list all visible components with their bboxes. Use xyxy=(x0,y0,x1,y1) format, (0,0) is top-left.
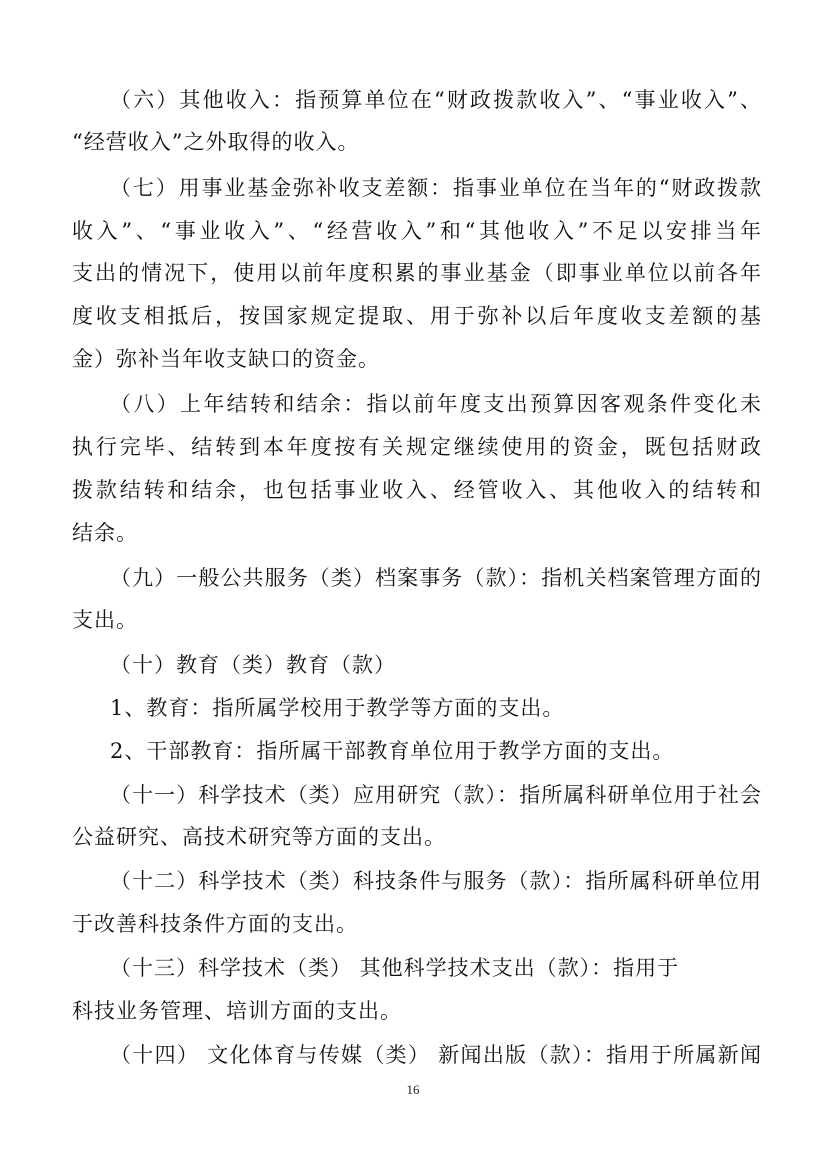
paragraph-line-6: 度收支相抵后，按国家规定提取、用于弥补以后年度收支差额的基 xyxy=(72,304,762,328)
paragraph-line-15: 1、教育：指所属学校用于教学等方面的支出。 xyxy=(110,696,565,720)
paragraph-line-11: 结余。 xyxy=(72,521,138,545)
paragraph-line-19: （十二）科学技术（类）科技条件与服务（款）：指所属科研单位用 xyxy=(110,869,762,893)
paragraph-line-13: 支出。 xyxy=(72,608,138,632)
paragraph-line-16: 2、干部教育：指所属干部教育单位用于教学方面的支出。 xyxy=(110,739,675,763)
paragraph-line-23: （十四） 文化体育与传媒（类） 新闻出版（款）：指用于所属新闻 xyxy=(110,1043,762,1067)
paragraph-line-4: 收入”、“事业收入”、“经营收入”和“其他收入”不足以安排当年 xyxy=(72,219,762,243)
paragraph-line-2: “经营收入”之外取得的收入。 xyxy=(72,130,360,154)
paragraph-line-12: （九）一般公共服务（类）档案事务（款）：指机关档案管理方面的 xyxy=(110,566,762,590)
paragraph-line-9: 执行完毕、结转到本年度按有关规定继续使用的资金，既包括财政 xyxy=(72,435,762,459)
page-number: 16 xyxy=(406,1082,420,1097)
paragraph-line-14: （十）教育（类）教育（款） xyxy=(110,653,396,677)
paragraph-line-22: 科技业务管理、培训方面的支出。 xyxy=(72,999,402,1023)
paragraph-line-8: （八）上年结转和结余：指以前年度支出预算因客观条件变化未 xyxy=(110,392,762,416)
paragraph-line-1: （六）其他收入：指预算单位在“财政拨款收入”、“事业收入”、 xyxy=(110,88,762,112)
paragraph-line-5: 支出的情况下，使用以前年度积累的事业基金（即事业单位以前各年 xyxy=(72,261,762,285)
paragraph-line-21: （十三）科学技术（类） 其他科学技术支出（款）：指用于 xyxy=(110,956,680,980)
paragraph-line-17: （十一）科学技术（类）应用研究（款）：指所属科研单位用于社会 xyxy=(110,783,762,807)
paragraph-line-20: 于改善科技条件方面的支出。 xyxy=(72,912,358,936)
paragraph-line-7: 金）弥补当年收支缺口的资金。 xyxy=(72,347,380,371)
paragraph-line-3: （七）用事业基金弥补收支差额：指事业单位在当年的“财政拨款 xyxy=(110,176,762,200)
paragraph-line-18: 公益研究、高技术研究等方面的支出。 xyxy=(72,825,446,849)
paragraph-line-10: 拨款结转和结余，也包括事业收入、经管收入、其他收入的结转和 xyxy=(72,478,762,502)
